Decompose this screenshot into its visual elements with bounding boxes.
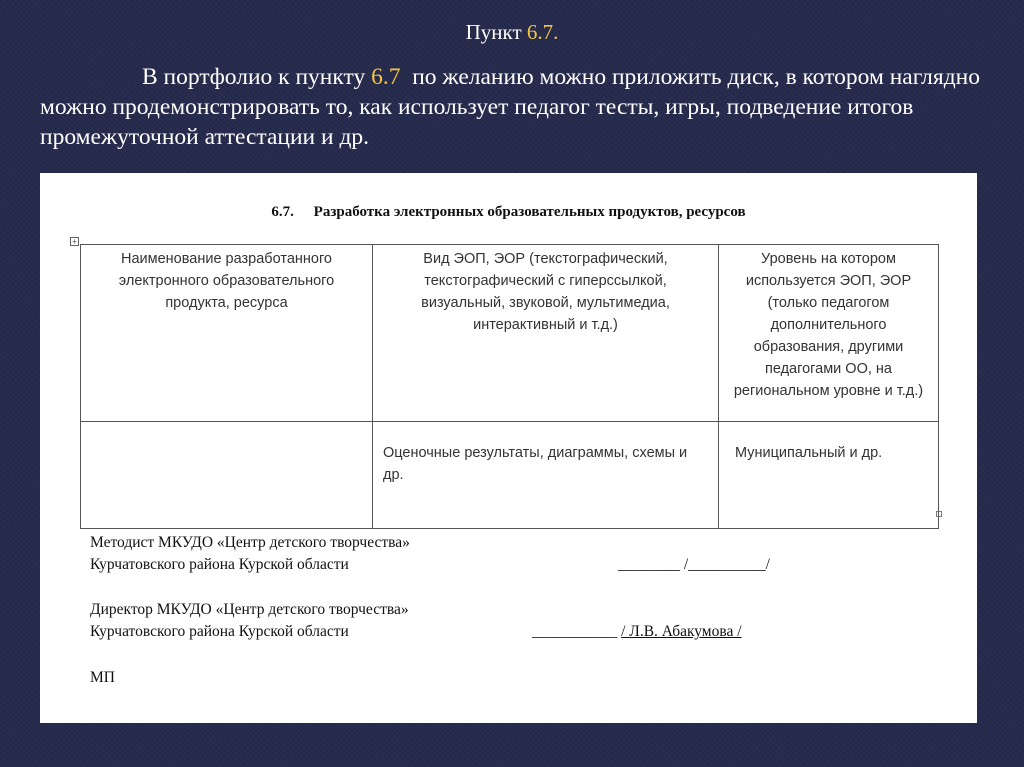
director-line1: Директор МКУДО «Центр детского творчества» [90,601,409,618]
director-line2: Курчатовского района Курской области [90,623,349,640]
slide-text-number: 6.7 [371,64,401,90]
slide-text-part1: В портфолио к пункту [142,64,366,90]
document-heading [40,204,977,221]
director-signature-field [532,621,742,643]
section-title: Разработка электронных образовательных продуктов, ресурсов [313,204,746,220]
slide-text-part2: по желанию можно приложить диск, в котором наглядно можно продемонстрировать то, как использует педагог тесты, игры, подведение итогов промежуточной аттестации и др. [40,64,980,150]
resources-table [80,244,939,529]
slide-title-number: 6.7. [526,20,559,44]
header-level-cell: Уровень на котором используется ЭОП, ЭОР (только педагогом дополнительного образования, другими педагогами ОО, на региональном уровне и т.д.) [719,245,939,422]
methodist-line2: Курчатовского района Курской области [90,556,349,573]
table-resize-handle-icon [936,511,942,517]
row-name-cell [81,422,373,529]
document-image [40,173,977,723]
methodist-line1: Методист МКУДО «Центр детского творчества» [90,534,410,551]
header-name-cell: Наименование разработанного электронного образовательного продукта, ресурса [81,245,373,422]
slide-body-text [40,62,990,152]
director-blank: ___________ [532,623,618,640]
table-row [81,422,939,529]
header-type-cell: Вид ЭОП, ЭОР (текстографический, текстографический с гиперссылкой, визуальный, звуковой, мультимедиа, интерактивный и т.д.) [373,245,719,422]
director-signature-block [90,599,409,643]
row-level-cell: Муниципальный и др. [719,422,939,529]
row-type-cell: Оценочные результаты, диаграммы, схемы и др. [373,422,719,529]
table-header-row [81,245,939,422]
slide-title-prefix: Пункт [465,20,522,44]
table-move-icon: + [70,237,79,246]
methodist-signature-block [90,532,410,576]
methodist-signature-field: ________ /__________/ [618,556,770,573]
slide-title [0,20,1024,45]
director-name: / Л.В. Абакумова / [621,623,742,640]
section-number: 6.7. [271,204,294,220]
stamp-label: МП [90,669,115,686]
